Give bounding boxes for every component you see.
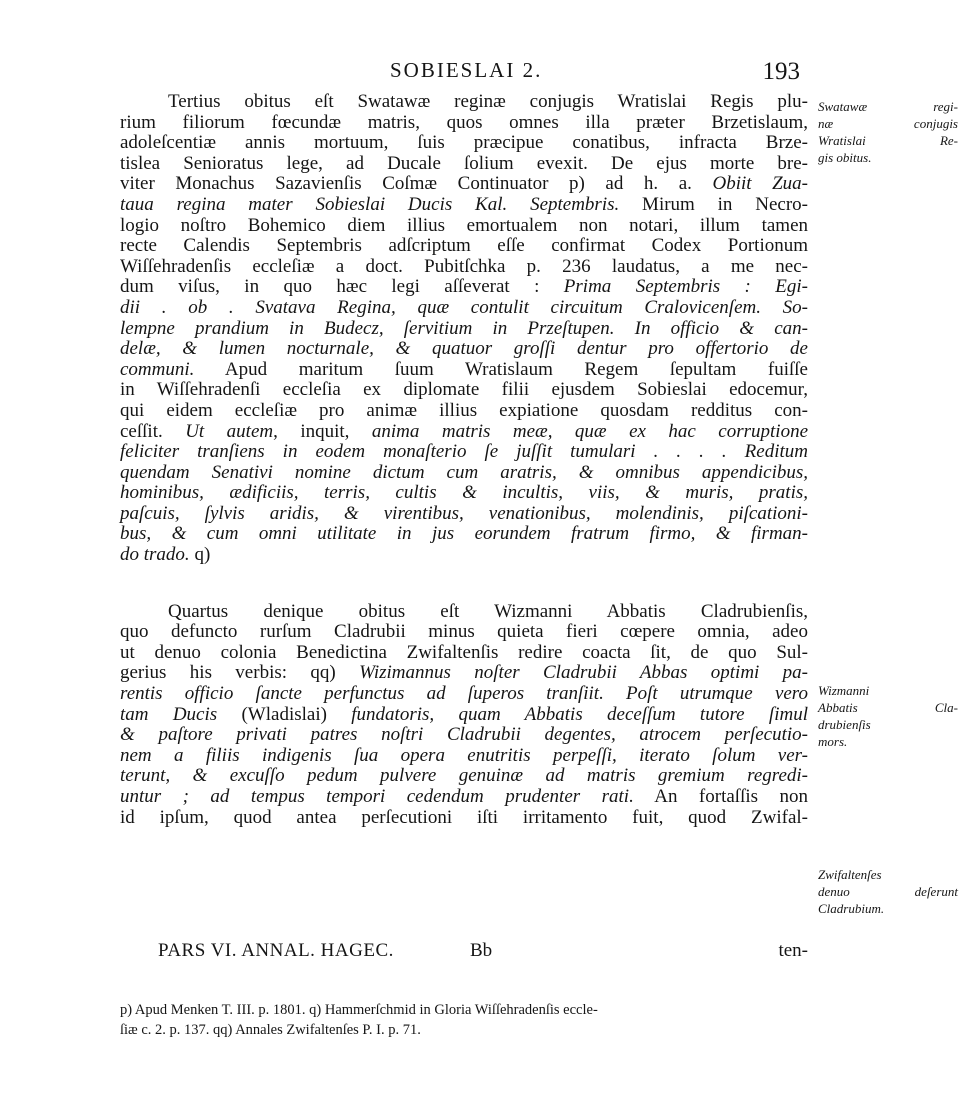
roman-span: logio noſtro Bohemico diem illius emortualem non notari, illum tamen xyxy=(120,214,808,236)
roman-span: (Wladislai) xyxy=(217,703,352,725)
roman-span: q) xyxy=(189,544,211,566)
text-line xyxy=(120,422,808,443)
roman-span: , inquit, xyxy=(273,420,372,442)
paragraph-gap xyxy=(120,566,808,602)
text-line xyxy=(120,483,808,504)
margin-note-line: næ conjugis xyxy=(818,116,958,131)
roman-span: Quartus denique obitus eſt Wizmanni Abbatis Cladrubienſis, xyxy=(168,600,808,622)
text-line xyxy=(120,339,808,360)
italic-span: terunt, & excuſſo pedum pulvere genuinæ ad matris gremium regredi- xyxy=(120,765,808,787)
text-line xyxy=(120,360,808,381)
margin-note-line: drubienſis xyxy=(818,717,871,732)
margin-note-line: Abbatis Cla- xyxy=(818,700,958,715)
roman-span: Tertius obitus eſt Swatawæ reginæ conjugis Wratislai Regis plu- xyxy=(168,91,808,112)
italic-span: bus, & cum omni utilitate in jus eorundem fratrum firmo, & firman- xyxy=(120,523,808,545)
roman-span: gerius his verbis: qq) xyxy=(120,662,360,684)
text-line xyxy=(120,319,808,340)
italic-span: Wizimannus noſter Cladrubii Abbas optimi pa- xyxy=(359,662,808,684)
page-header xyxy=(360,54,800,94)
text-line xyxy=(120,380,808,401)
italic-span: fundatoris, quam Abbatis deceſſum tutore ſimul xyxy=(351,703,808,725)
roman-span: viter Monachus Sazavienſis Coſmæ Continuator p) ad h. a. xyxy=(120,173,713,195)
roman-span: ut denuo colonia Benedictina Zwifaltenſis redire coacta ſit, de quo Sul- xyxy=(120,641,808,663)
paragraph-quartus-obitus xyxy=(120,602,808,829)
text-line xyxy=(120,705,808,726)
signature-text: PARS VI. ANNAL. HAGEC. xyxy=(158,940,394,961)
italic-span: Obiit Zua- xyxy=(712,173,809,195)
italic-span: paſcuis, ſylvis aridis, & virentibus, venationibus, molendinis, piſcationi- xyxy=(120,502,808,524)
signature-line xyxy=(120,940,808,964)
text-line xyxy=(120,92,808,113)
text-line xyxy=(120,442,808,463)
roman-span: recte Calendis Septembris adſcriptum eſſe confirmat Codex Portionum xyxy=(120,235,808,257)
margin-note-line: denuo deſerunt xyxy=(818,884,958,899)
footnote-line: ſiæ c. 2. p. 137. qq) Annales Zwifaltenſes P. I. p. 71. xyxy=(120,1022,421,1038)
text-line xyxy=(120,622,808,643)
main-text xyxy=(120,92,808,828)
text-line xyxy=(120,174,808,195)
italic-span: communi. xyxy=(120,358,195,380)
text-line xyxy=(120,277,808,298)
italic-span: nem a filiis indigenis ſua opera enutritis perpeſſi, iterato ſolum ver- xyxy=(120,744,808,766)
text-line xyxy=(120,545,808,566)
italic-span: Prima Septembris : Egi- xyxy=(563,276,808,298)
italic-span: dii . ob . Svatava Regina, quæ contulit circuitum Cralovicenſem. So- xyxy=(120,296,808,318)
page-number: 193 xyxy=(762,58,800,85)
text-line xyxy=(120,787,808,808)
margin-note-zwifaltenses xyxy=(818,866,958,917)
text-line xyxy=(120,766,808,787)
text-line xyxy=(120,684,808,705)
footnote-line: p) Apud Menken T. III. p. 1801. q) Hammerſchmid in Gloria Wiſſehradenſis eccle- xyxy=(120,1002,598,1018)
text-line xyxy=(120,195,808,216)
roman-span: rium filiorum fœcundæ matris, quos omnes illa præter Brzetislaum, xyxy=(120,111,808,133)
paragraph-tertius-obitus xyxy=(120,92,808,566)
text-line xyxy=(120,663,808,684)
sheet-mark: Bb xyxy=(470,940,493,961)
text-line xyxy=(120,257,808,278)
italic-span: Ut autem xyxy=(185,420,274,442)
text-line xyxy=(120,602,808,623)
text-line xyxy=(120,643,808,664)
text-line xyxy=(120,401,808,422)
text-line xyxy=(120,298,808,319)
italic-span: quendam Senativi nomine dictum cum aratris, & omnibus appendicibus, xyxy=(120,461,808,483)
footnotes xyxy=(120,1000,800,1040)
roman-span: Wiſſehradenſis eccleſiæ a doct. Pubitſchka p. 236 laudatus, a me nec- xyxy=(120,255,808,277)
roman-span: qui eidem eccleſiæ pro animæ illius expiatione quosdam redditus con- xyxy=(120,399,808,421)
italic-span: delæ, & lumen nocturnale, & quatuor groſſi dentur pro offertorio de xyxy=(120,338,808,360)
text-line xyxy=(120,216,808,237)
text-line xyxy=(120,524,808,545)
text-line xyxy=(120,725,808,746)
text-line xyxy=(120,808,808,829)
roman-span: An fortaſſis non xyxy=(633,786,808,807)
text-line xyxy=(120,504,808,525)
italic-span: feliciter tranſiens in eodem monaſterio ſe juſſit tumulari . . . . Reditum xyxy=(120,441,808,463)
margin-note-line: mors. xyxy=(818,734,848,749)
margin-note-line: Zwifaltenſes xyxy=(818,867,882,882)
text-line xyxy=(120,463,808,484)
italic-span: rentis officio ſancte perfunctus ad ſuperos tranſiit. Poſt utrumque vero xyxy=(120,683,808,705)
margin-note-line: gis obitus. xyxy=(818,150,872,165)
text-line xyxy=(120,236,808,257)
italic-span: lempne prandium in Budecz, ſervitium in Przeſtupen. In officio & can- xyxy=(120,317,808,339)
italic-span: do trado. xyxy=(120,544,190,566)
italic-span: anima matris meæ, quæ ex hac corruptione xyxy=(371,420,809,442)
margin-note-line: Wizmanni xyxy=(818,683,870,698)
roman-span: adoleſcentiæ annis mortuum, ſuis præcipue conatibus, infracta Brze- xyxy=(120,132,808,154)
catchword: ten- xyxy=(778,940,808,961)
italic-span: hominibus, ædificiis, terris, cultis & incultis, viis, & muris, pratis, xyxy=(120,482,808,504)
roman-span: id ipſum, quod antea perſecutioni iſti irritamento fuit, quod Zwifal- xyxy=(120,806,808,828)
running-head: SOBIESLAI 2. xyxy=(390,58,543,82)
text-line xyxy=(120,746,808,767)
text-line xyxy=(120,154,808,175)
roman-span: quo defuncto rurſum Cladrubii minus quieta fieri cœpere omnia, adeo xyxy=(120,621,808,643)
roman-span: dum viſus, in quo hæc legi aſſeverat : xyxy=(120,276,564,298)
margin-note-swatawa xyxy=(818,98,958,166)
italic-span: untur ; ad tempus tempori cedendum prudenter rati. xyxy=(120,786,634,807)
text-line xyxy=(120,113,808,134)
italic-span: taua regina mater Sobieslai Ducis Kal. Septembris. xyxy=(120,193,620,215)
italic-span: tam Ducis xyxy=(120,703,218,725)
margin-note-line: Cladrubium. xyxy=(818,901,885,916)
text-line xyxy=(120,133,808,154)
margin-note-line: Swatawæ regi- xyxy=(818,99,958,114)
margin-note-wizmanni xyxy=(818,682,958,750)
italic-span: & paſtore privati patres noſtri Cladrubii degentes, atrocem perſecutio- xyxy=(120,724,808,746)
roman-span: ceſſit. xyxy=(120,420,186,442)
roman-span: Apud maritum ſuum Wratislaum Regem ſepultam fuiſſe xyxy=(194,358,808,380)
roman-span: Mirum in Necro- xyxy=(619,193,808,215)
roman-span: in Wiſſehradenſi eccleſia ex diplomate filii ejusdem Sobieslai edocemur, xyxy=(120,379,808,401)
roman-span: tislea Senioratus lege, ad Ducale ſolium evexit. De ejus morte bre- xyxy=(120,152,808,174)
margin-note-line: Wratislai Re- xyxy=(818,133,958,148)
